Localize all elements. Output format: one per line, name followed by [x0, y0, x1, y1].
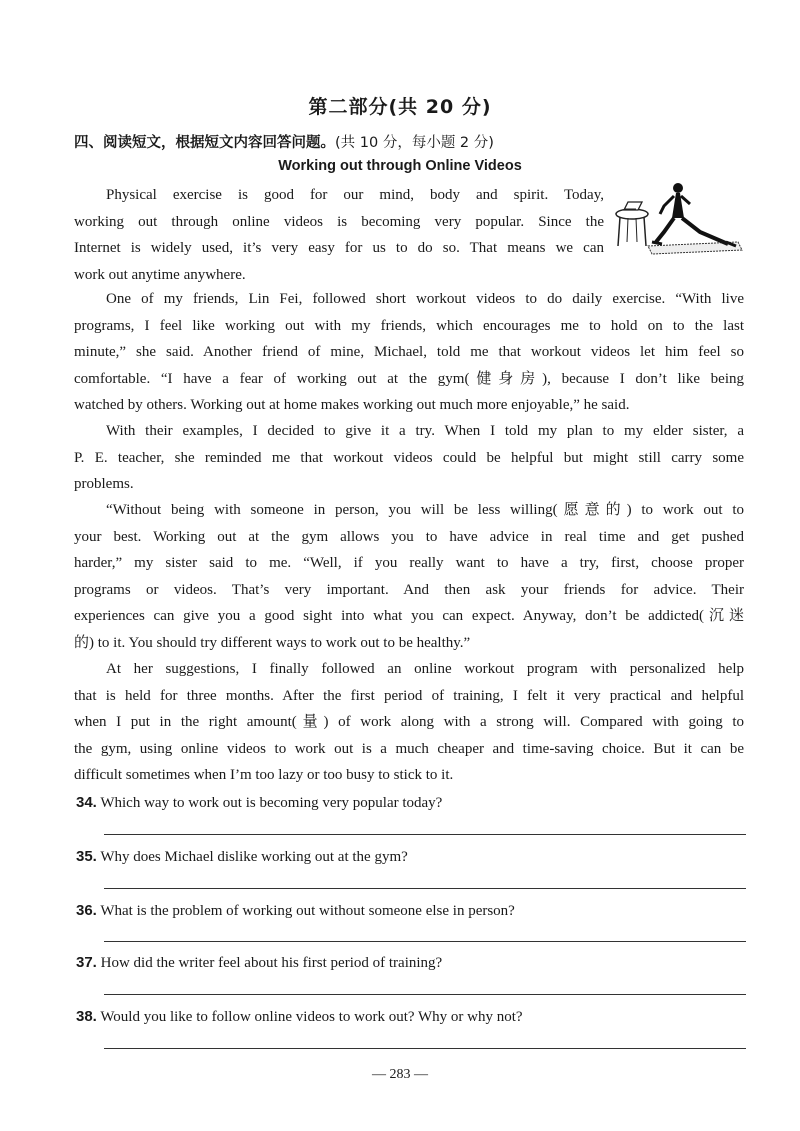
part-title: 第二部分(共 20 分): [308, 96, 492, 118]
paragraph-line: minute,” she said. Another friend of mine, Michael, told me that workout videos let him feel so: [74, 344, 744, 360]
page-number: — 283 —: [372, 1067, 428, 1082]
paragraph-line: One of my friends, Lin Fei, followed short workout videos to do daily exercise. “With live: [106, 291, 744, 307]
section-heading-text: 四、阅读短文，根据短文内容回答问题。: [74, 135, 335, 151]
paragraph-line: working out through online videos is becoming very popular. Since the: [74, 213, 604, 230]
paragraph-line: work out anytime anywhere.: [74, 266, 246, 283]
paragraph-line: Physical exercise is good for our mind, body and spirit. Today,: [106, 187, 604, 203]
paragraph-line: With their examples, I decided to give it a try. When I told my plan to my elder sister, a: [106, 423, 744, 439]
question-number: 36.: [76, 902, 97, 919]
paragraph-line: “Without being with someone in person, you will be less willing(愿意的) to work out to: [106, 502, 744, 518]
paragraph-line: your best. Working out at the gym allows you to have advice in real time and get pushed: [74, 528, 744, 545]
paragraph-line: difficult sometimes when I’m too lazy or too busy to stick to it.: [74, 767, 454, 783]
paragraph-line: At her suggestions, I finally followed an online workout program with personalized help: [106, 661, 744, 677]
paragraph-line: comfortable. “I have a fear of working out at the gym(健身房), because I don’t like being: [74, 370, 744, 387]
paragraph-line: experiences can give you a good sight into what you can expect. Anyway, don’t be addicted(沉迷: [74, 608, 744, 624]
question-text: Why does Michael dislike working out at the gym?: [100, 849, 408, 865]
article-paragraph-3: [74, 418, 744, 498]
answer-line-34[interactable]: [104, 834, 746, 835]
article-paragraph-1: [74, 182, 604, 288]
workout-illustration: [608, 180, 743, 260]
paragraph-line: harder,” my sister said to me. “Well, if you really want to have a try, first, choose proper: [74, 555, 744, 571]
article-paragraph-4: [74, 497, 744, 656]
question-text: How did the writer feel about his first period of training?: [100, 955, 443, 971]
paragraph-line: that is held for three months. After the first period of training, I felt it very practical and helpful: [74, 687, 744, 704]
section-score-note: (共 10 分，每小题 2 分): [335, 135, 494, 151]
paragraph-line: problems.: [74, 476, 134, 492]
question-35: [76, 848, 408, 866]
question-number: 38.: [76, 1008, 97, 1025]
paragraph-line: the gym, using online videos to work out is a much cheaper and time-saving choice. But it can be: [74, 740, 744, 757]
paragraph-line: when I put in the right amount(量) of work along with a strong will. Compared with going to: [74, 714, 744, 730]
question-text: Would you like to follow online videos to work out? Why or why not?: [100, 1009, 523, 1025]
question-number: 37.: [76, 954, 97, 971]
answer-line-38[interactable]: [104, 1048, 746, 1049]
question-36: [76, 902, 515, 920]
answer-line-37[interactable]: [104, 994, 746, 995]
answer-line-36[interactable]: [104, 941, 746, 942]
question-34: [76, 794, 442, 812]
paragraph-line: Internet is widely used, it’s very easy for us to do so. That means we can: [74, 240, 604, 256]
article-title: Working out through Online Videos: [278, 158, 522, 174]
question-text: What is the problem of working out without someone else in person?: [100, 903, 515, 919]
paragraph-line: watched by others. Working out at home makes working out much more enjoyable,” he said.: [74, 397, 630, 413]
question-number: 35.: [76, 848, 97, 865]
paragraph-line: programs or videos. That’s very important. And then ask your friends for advice. Their: [74, 581, 744, 598]
article-paragraph-5: [74, 656, 744, 789]
paragraph-line: programs, I feel like working out with my friends, which encourages me to hold on to the last: [74, 317, 744, 334]
article-paragraph-2: [74, 286, 744, 419]
question-text: Which way to work out is becoming very popular today?: [100, 795, 443, 811]
section-heading: [74, 131, 764, 152]
question-37: [76, 954, 442, 972]
question-38: [76, 1008, 523, 1026]
paragraph-line: P. E. teacher, she reminded me that workout videos could be helpful but might still carry some: [74, 449, 744, 466]
question-number: 34.: [76, 794, 97, 811]
paragraph-line: 的) to it. You should try different ways to work out to be healthy.”: [74, 634, 471, 651]
answer-line-35[interactable]: [104, 888, 746, 889]
